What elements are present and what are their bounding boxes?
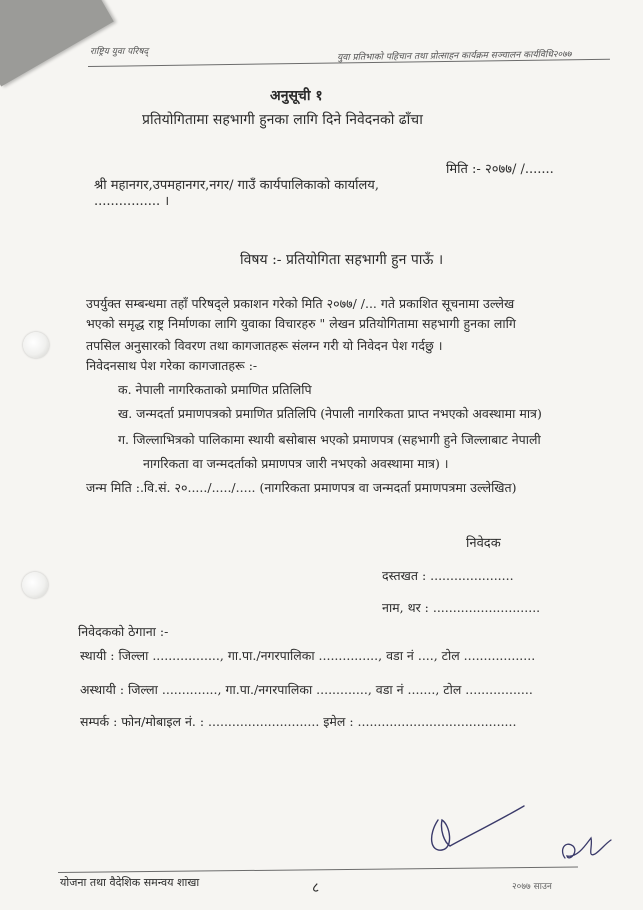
- address-permanent: स्थायी : जिल्ला ................., गा.पा./नगरपालिका ..............., वडा नं ...., टोल ..................: [80, 648, 536, 663]
- paragraph-line-2: भएको समृद्ध राष्ट्र निर्माणका लागि युवाका विचारहरु " लेखन प्रतियोगितामा सहभागी हुनका लागि: [86, 316, 516, 331]
- documents-heading: निवेदनसाथ पेश गरेका कागजातहरू :-: [86, 358, 258, 373]
- paragraph-line-3: तपसिल अनुसारको विवरण तथा कागजातहरू संलग्न गरी यो निवेदन पेश गर्दछु ।: [86, 338, 443, 353]
- footer-right: २०७७ साउन: [512, 882, 552, 892]
- address-temporary: अस्थायी : जिल्ला .............., गा.पा./नगरपालिका ............., वडा नं ......., टोल .................: [80, 682, 533, 697]
- date-of-birth-line: जन्म मिति :.वि.सं. २०...../...../..... (नागरिकता प्रमाणपत्र वा जन्मदर्ता प्रमाणपत्रमा उल्लेखित): [86, 480, 517, 495]
- document-item-ga-line-1: ग. जिल्लाभित्रको पालिकामा स्थायी बसोबास भएको प्रमाणपत्र (सहभागी हुने जिल्लाबाट नेपाली: [118, 432, 541, 447]
- document-item-ga-line-2: नागरिकता वा जन्मदर्ताको प्रमाणपत्र जारी नभएको अवस्थामा मात्र) ।: [143, 456, 449, 471]
- document-item-ka: क. नेपाली नागरिकताको प्रमाणित प्रतिलिपि: [118, 382, 312, 397]
- punch-hole-top: [23, 332, 49, 358]
- addressee-line-1: श्री महानगर,उपमहानगर,नगर/ गाउँ कार्यपालिकाको कार्यालय,: [94, 178, 379, 193]
- page-title: अनुसूची १: [270, 88, 323, 104]
- header-right: युवा प्रतिभाको पहिचान तथा प्रोत्साहन कार्यक्रम सञ्चालन कार्यविधि२०७७: [337, 49, 572, 63]
- footer-left: योजना तथा वैदेशिक समन्वय शाखा: [60, 876, 200, 889]
- page-subtitle: प्रतियोगितामा सहभागी हुनका लागि दिने निवेदनको ढाँचा: [142, 112, 423, 128]
- addressee-line-2: ................ ।: [94, 194, 170, 209]
- applicant-name: नाम, थर : ...........................: [382, 600, 541, 615]
- punch-hole-bottom: [22, 572, 48, 598]
- applicant-label: निवेदक: [466, 536, 501, 551]
- handwritten-signature: [420, 790, 530, 860]
- folded-corner: [0, 0, 114, 86]
- date-line: मिति :- २०७७/ /.......: [446, 162, 554, 177]
- address-heading: निवेदकको ठेगाना :-: [78, 624, 169, 639]
- footer-rule: [58, 867, 578, 873]
- applicant-signature: दस्तखत : .....................: [382, 568, 514, 583]
- footer-page-number: ८: [312, 880, 320, 896]
- subject-line: विषय :- प्रतियोगिता सहभागी हुन पाऊँ ।: [240, 252, 444, 268]
- document-item-kha: ख. जन्मदर्ता प्रमाणपत्रको प्रमाणित प्रतिलिपि (नेपाली नागरिकता प्राप्त नभएको अवस्थामा मात्र): [118, 406, 542, 421]
- header-left: राष्ट्रिय युवा परिषद्: [90, 47, 149, 57]
- paragraph-line-1: उपर्युक्त सम्बन्धमा तहाँ परिषद्ले प्रकाशन गरेको मिति २०७७/ /... गते प्रकाशित सूचनामा उल्लेख: [86, 296, 515, 311]
- contact-line: सम्पर्क : फोन/मोबाइल नं. : ............................ इमेल : ........................................: [80, 714, 517, 729]
